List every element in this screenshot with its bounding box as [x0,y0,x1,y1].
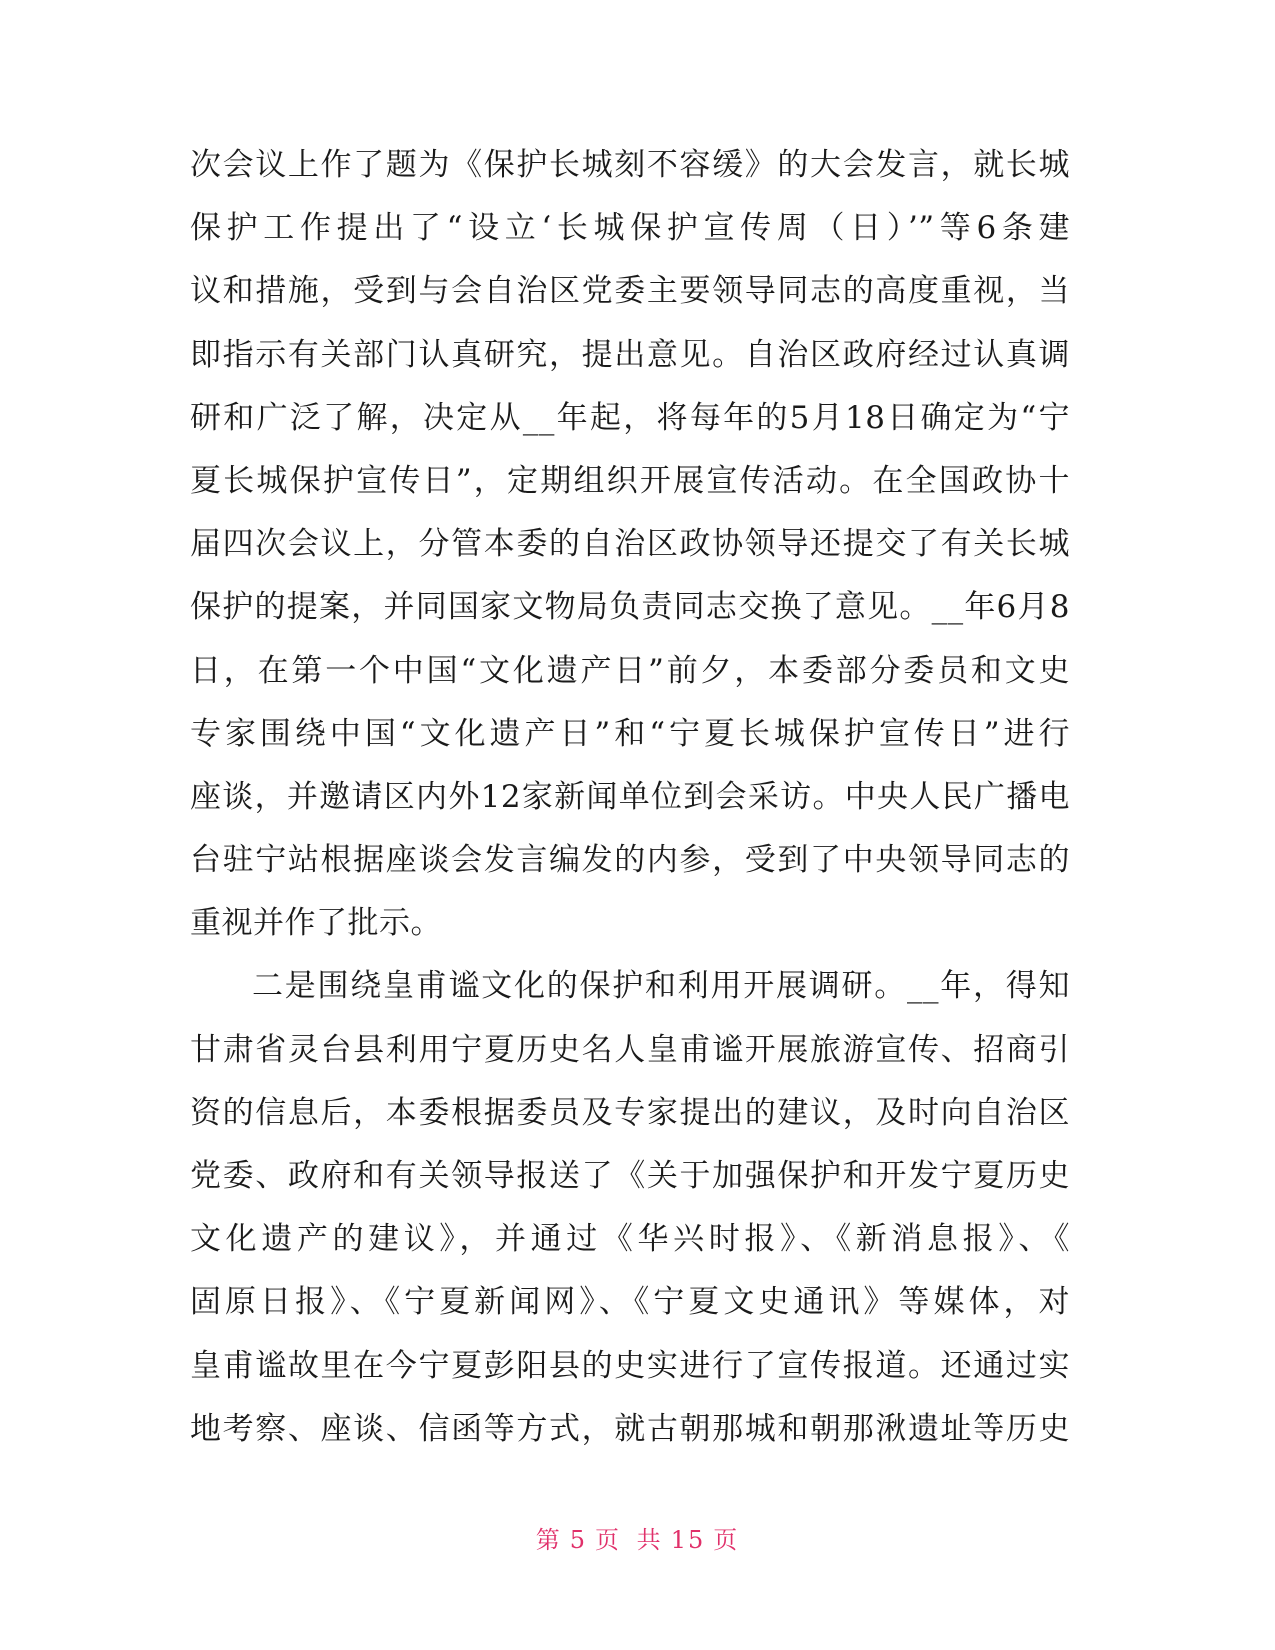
text-line: 次会议上作了题为《保护长城刻不容缓》的大会发言，就长城 [190,147,1070,183]
footer-middle: 页 共 [595,1526,663,1554]
text-line: 专家围绕中国“文化遗产日”和“宁夏长城保护宣传日”进行 [190,715,1070,752]
text-line: 甘肃省灵台县利用宁夏历史名人皇甫谧开展旅游宣传、招商引 [190,1031,1070,1068]
text-line: 台驻宁站根据座谈会发言编发的内参，受到了中央领导同志的 [190,842,1070,879]
text-line: 座谈，并邀请区内外12家新闻单位到会采访。中央人民广播电 [190,778,1070,815]
text-line: 届四次会议上，分管本委的自治区政协领导还提交了有关长城 [190,526,1070,563]
text-line: 文化遗产的建议》，并通过《华兴时报》、《新消息报》、《 [190,1221,1070,1258]
footer-prefix: 第 [535,1526,562,1554]
text-line: 保护的提案，并同国家文物局负责同志交换了意见。__年6月8 [190,589,1070,626]
text-line: 地考察、座谈、信函等方式，就古朝那城和朝那湫遗址等历史 [190,1410,1070,1447]
text-line: 重视并作了批示。 [190,905,442,942]
footer-total-pages: 15 [670,1526,706,1554]
text-line: 日，在第一个中国“文化遗产日”前夕，本委部分委员和文史 [190,652,1070,689]
footer-suffix: 页 [713,1526,740,1554]
text-line: 资的信息后，本委根据委员及专家提出的建议，及时向自治区 [190,1094,1070,1131]
text-line: 即指示有关部门认真研究，提出意见。自治区政府经过认真调 [190,336,1070,373]
page-footer [0,1520,1275,1555]
text-line: 保护工作提出了“设立‘长城保护宣传周（日）’”等6条建 [190,210,1071,247]
text-line: 研和广泛了解，决定从__年起，将每年的5月18日确定为“宁 [190,399,1070,436]
footer-page-number: 5 [569,1526,588,1554]
text-line: 夏长城保护宣传日”，定期组织开展宣传活动。在全国政协十 [190,462,1070,499]
text-line: 党委、政府和有关领导报送了《关于加强保护和开发宁夏历史 [190,1158,1070,1194]
text-line: 皇甫谧故里在今宁夏彭阳县的史实进行了宣传报道。还通过实 [190,1347,1070,1384]
text-line: 议和措施，受到与会自治区党委主要领导同志的高度重视，当 [190,273,1070,310]
body-text [190,141,1070,1468]
paragraph-first-line: 二是围绕皇甫谧文化的保护和利用开展调研。__年，得知 [252,968,1070,1005]
text-line: 固原日报》、《宁夏新闻网》、《宁夏文史通讯》等媒体，对 [190,1284,1070,1321]
